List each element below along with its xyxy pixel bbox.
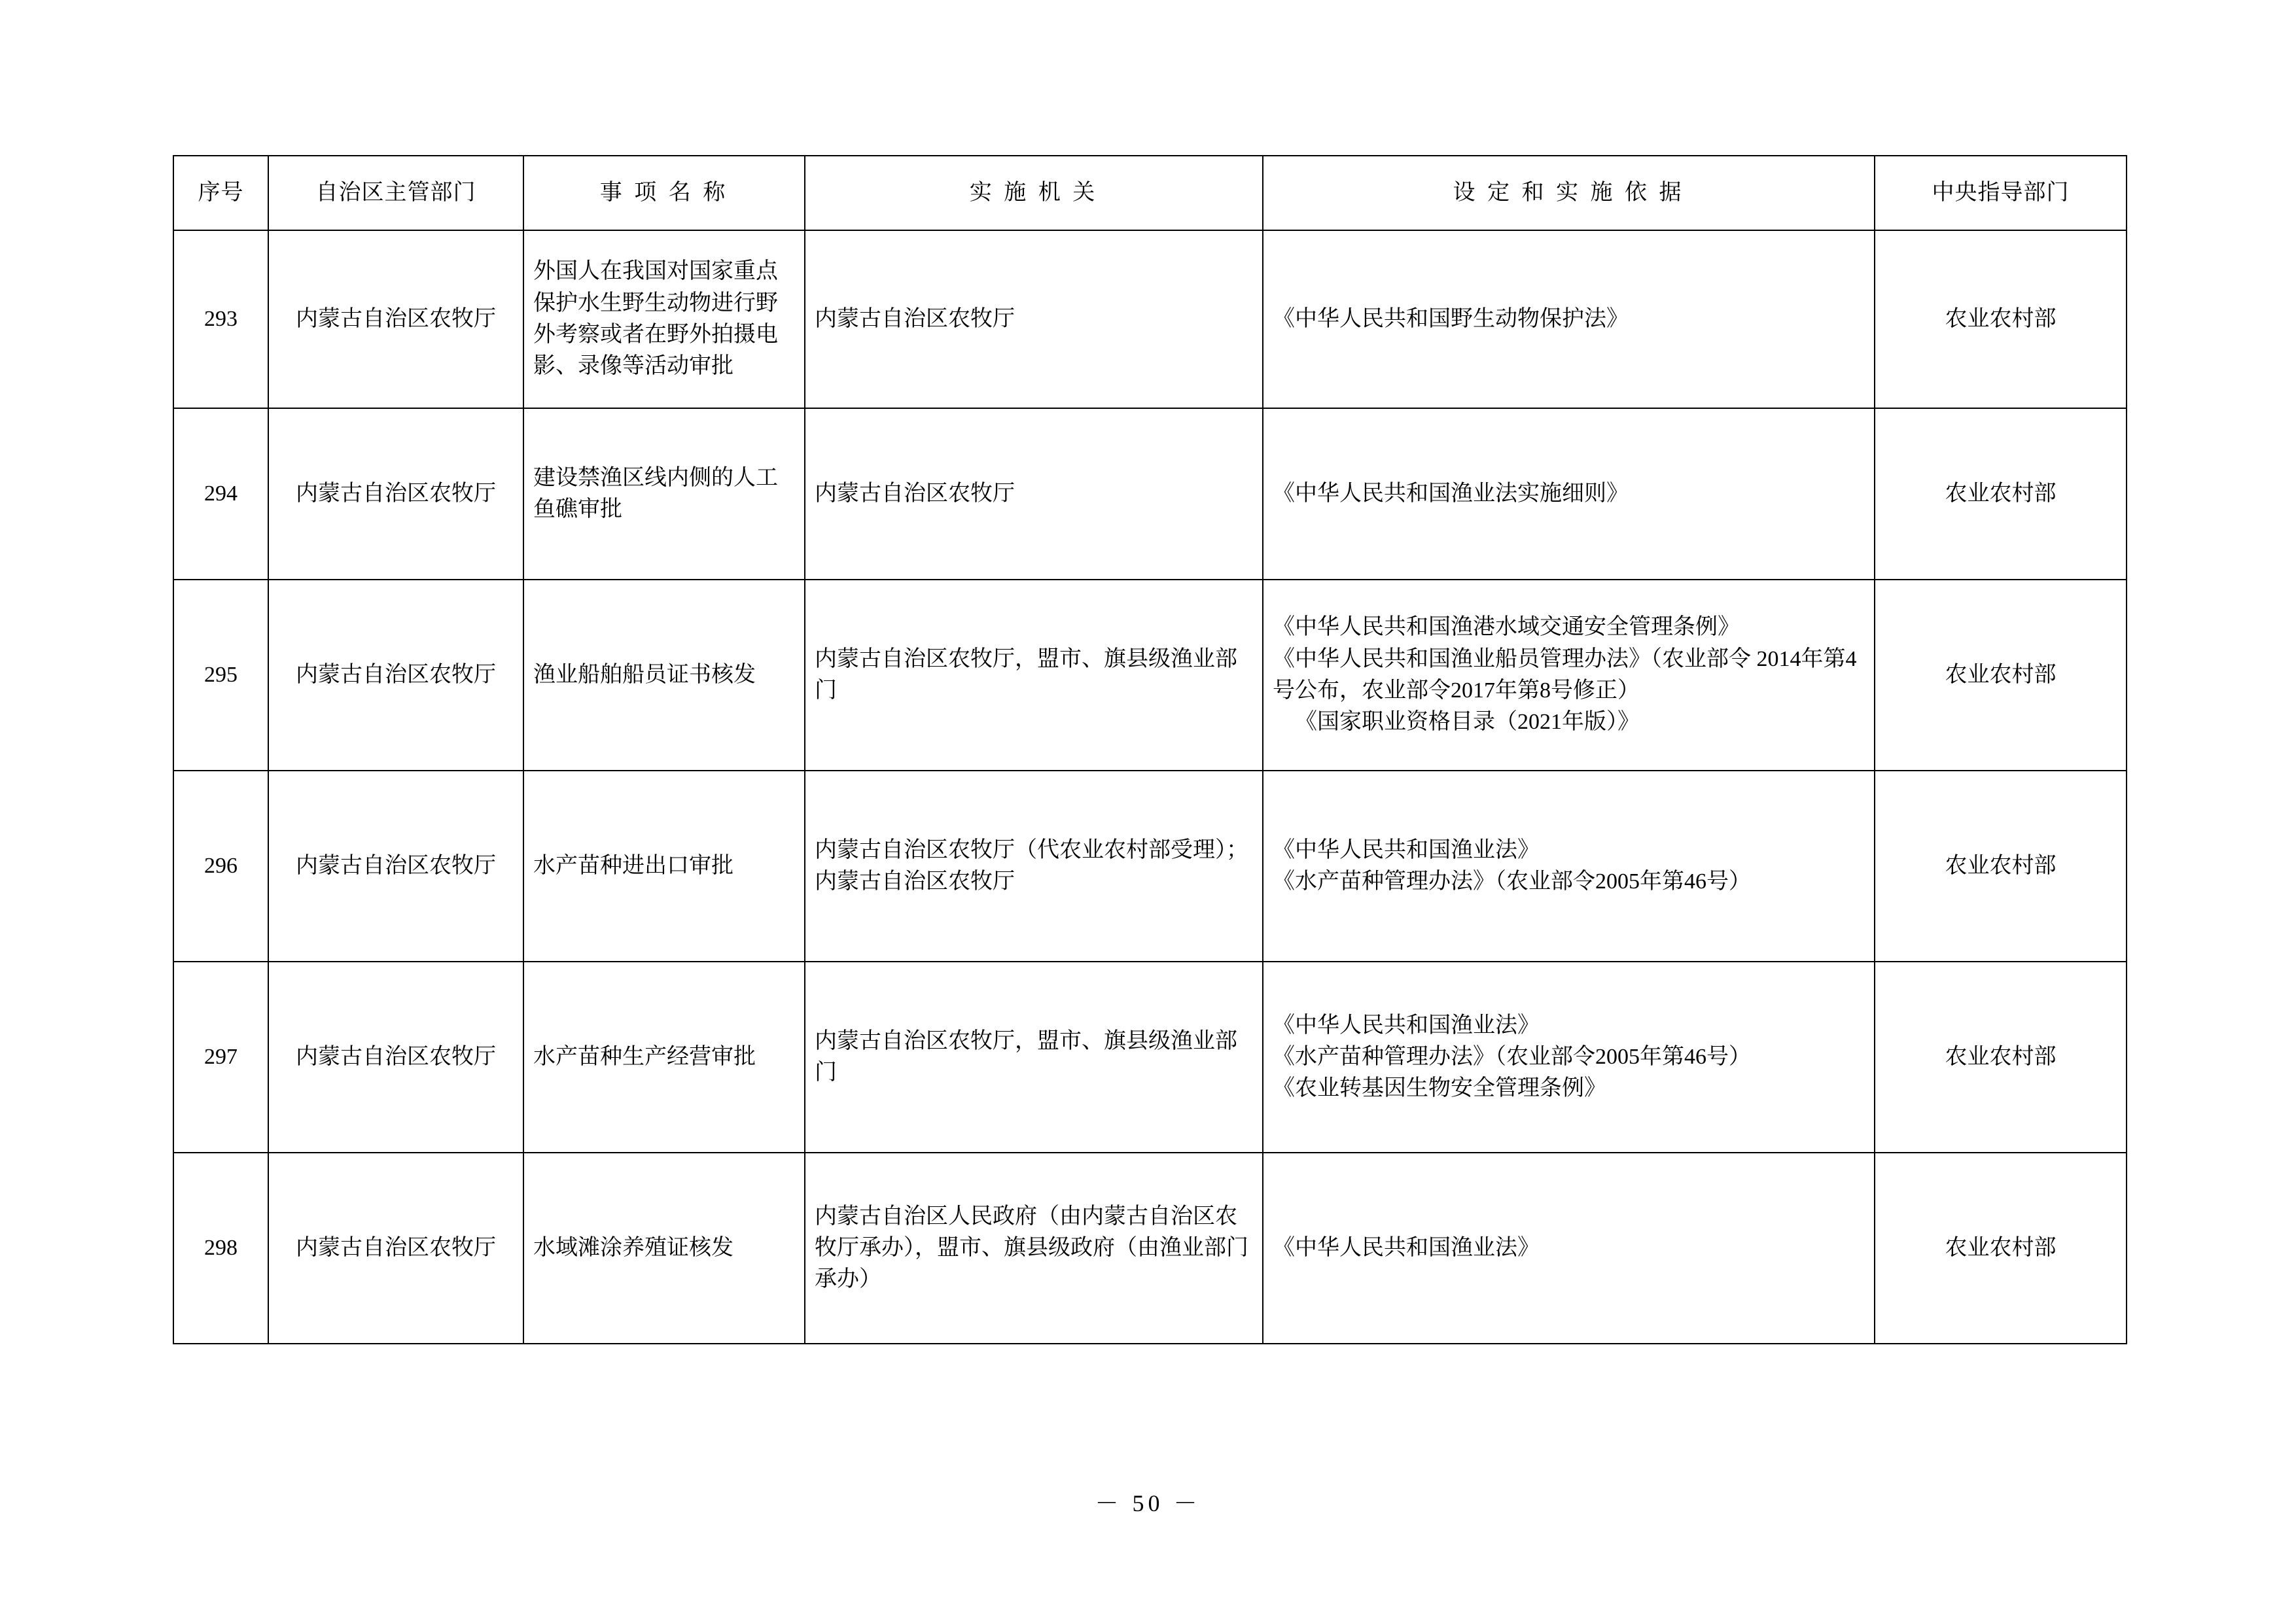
cell-central: 农业农村部 — [1875, 962, 2127, 1153]
table-row — [173, 1153, 2127, 1344]
cell-seq: 296 — [173, 771, 268, 962]
cell-basis — [1263, 1153, 1875, 1344]
basis-line: 《中华人民共和国渔业法》 — [1273, 837, 1540, 862]
table-body — [173, 230, 2127, 1344]
cell-item: 建设禁渔区线内侧的人工鱼礁审批 — [523, 408, 805, 580]
cell-org: 内蒙古自治区农牧厅（代农业农村部受理）；内蒙古自治区农牧厅 — [805, 771, 1263, 962]
cell-seq: 295 — [173, 580, 268, 771]
cell-seq: 293 — [173, 230, 268, 408]
cell-seq: 294 — [173, 408, 268, 580]
column-header-basis: 设 定 和 实 施 依 据 — [1263, 156, 1875, 230]
cell-dept: 内蒙古自治区农牧厅 — [268, 580, 523, 771]
basis-line: 《中华人民共和国渔业法实施细则》 — [1273, 481, 1629, 506]
basis-line: 《中华人民共和国渔港水域交通安全管理条例》 — [1273, 615, 1740, 640]
cell-org: 内蒙古自治区农牧厅，盟市、旗县级渔业部门 — [805, 962, 1263, 1153]
column-header-item: 事 项 名 称 — [523, 156, 805, 230]
basis-line: 《水产苗种管理办法》（农业部令2005年第46号） — [1273, 1044, 1751, 1069]
basis-line: 《中华人民共和国野生动物保护法》 — [1273, 306, 1629, 331]
page-number: － 50 － — [1095, 1490, 1201, 1516]
cell-org: 内蒙古自治区人民政府（由内蒙古自治区农牧厅承办），盟市、旗县级政府（由渔业部门承办） — [805, 1153, 1263, 1344]
cell-basis — [1263, 230, 1875, 408]
column-header-seq: 序号 — [173, 156, 268, 230]
cell-basis — [1263, 962, 1875, 1153]
basis-line: 《国家职业资格目录（2021年版）》 — [1295, 710, 1640, 735]
cell-basis — [1263, 580, 1875, 771]
table-row — [173, 580, 2127, 771]
table-header-row — [173, 156, 2127, 230]
cell-seq: 297 — [173, 962, 268, 1153]
cell-basis — [1263, 408, 1875, 580]
basis-line: 《中华人民共和国渔业法》 — [1273, 1013, 1540, 1038]
basis-line: 《中华人民共和国渔业法》 — [1273, 1235, 1540, 1260]
column-header-central: 中央指导部门 — [1875, 156, 2127, 230]
cell-item: 水域滩涂养殖证核发 — [523, 1153, 805, 1344]
table-header — [173, 156, 2127, 230]
cell-dept: 内蒙古自治区农牧厅 — [268, 230, 523, 408]
cell-central: 农业农村部 — [1875, 230, 2127, 408]
column-header-org: 实 施 机 关 — [805, 156, 1263, 230]
cell-org: 内蒙古自治区农牧厅 — [805, 230, 1263, 408]
table-row — [173, 962, 2127, 1153]
cell-item: 水产苗种生产经营审批 — [523, 962, 805, 1153]
cell-basis — [1263, 771, 1875, 962]
cell-dept: 内蒙古自治区农牧厅 — [268, 408, 523, 580]
basis-line: 《中华人民共和国渔业船员管理办法》（农业部令 2014年第4号公布，农业部令2017年第8号修正） — [1273, 646, 1857, 703]
cell-central: 农业农村部 — [1875, 1153, 2127, 1344]
cell-org: 内蒙古自治区农牧厅，盟市、旗县级渔业部门 — [805, 580, 1263, 771]
cell-central: 农业农村部 — [1875, 771, 2127, 962]
cell-item: 外国人在我国对国家重点保护水生野生动物进行野外考察或者在野外拍摄电影、录像等活动审批 — [523, 230, 805, 408]
cell-item: 渔业船舶船员证书核发 — [523, 580, 805, 771]
basis-line: 《水产苗种管理办法》（农业部令2005年第46号） — [1273, 869, 1751, 894]
basis-line: 《农业转基因生物安全管理条例》 — [1273, 1076, 1606, 1101]
cell-org: 内蒙古自治区农牧厅 — [805, 408, 1263, 580]
cell-seq: 298 — [173, 1153, 268, 1344]
table-row — [173, 230, 2127, 408]
table-row — [173, 408, 2127, 580]
administrative-items-table — [173, 155, 2127, 1344]
cell-dept: 内蒙古自治区农牧厅 — [268, 1153, 523, 1344]
cell-dept: 内蒙古自治区农牧厅 — [268, 962, 523, 1153]
cell-item: 水产苗种进出口审批 — [523, 771, 805, 962]
table-row — [173, 771, 2127, 962]
cell-central: 农业农村部 — [1875, 408, 2127, 580]
column-header-dept: 自治区主管部门 — [268, 156, 523, 230]
cell-central: 农业农村部 — [1875, 580, 2127, 771]
cell-dept: 内蒙古自治区农牧厅 — [268, 771, 523, 962]
